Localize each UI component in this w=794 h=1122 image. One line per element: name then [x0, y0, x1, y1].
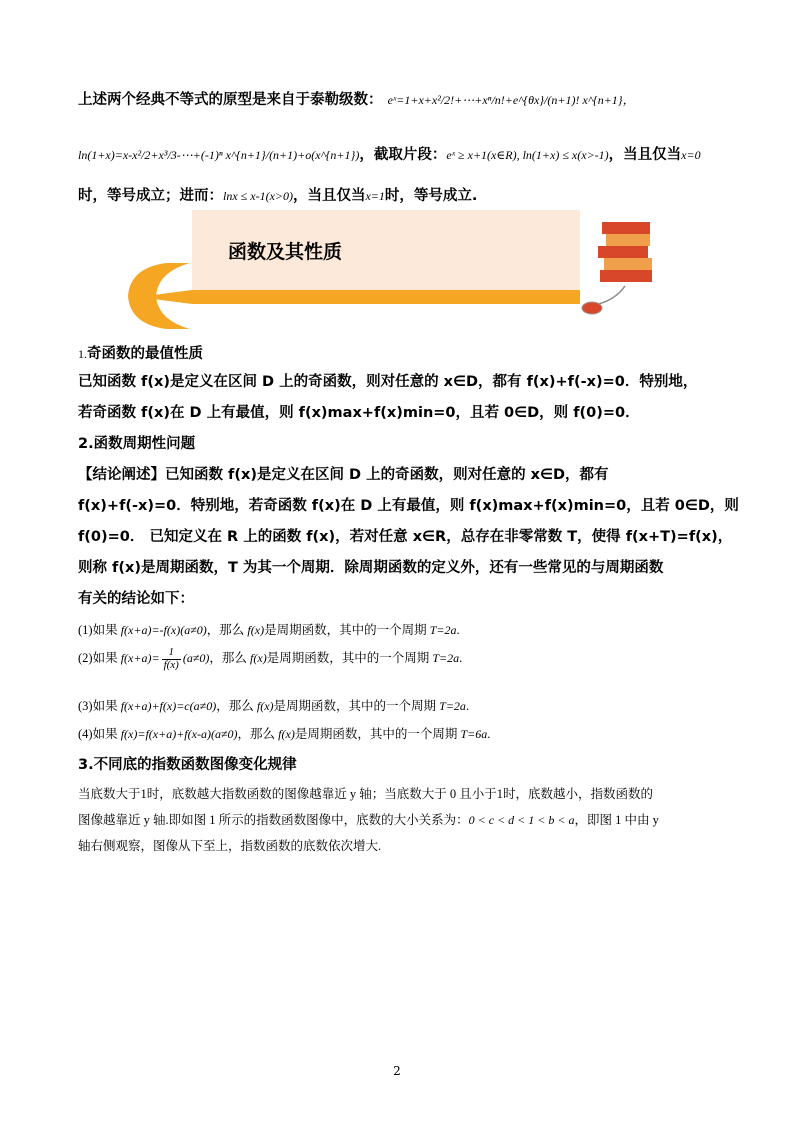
item-3-formula: f(x+a)+f(x)=c(a≠0) [120, 699, 217, 713]
intro-text-3c: 时，等号成立. [384, 188, 478, 204]
section-3-line-2a: 图像越靠近 y 轴.即如图 1 所示的指数函数图像中，底数的大小关系为： [78, 813, 469, 827]
item-3-fx: f(x) [256, 699, 274, 713]
period-item-1 [78, 620, 460, 638]
section-1-para-line-2: 若奇函数 f(x)在 D 上有最值，则 f(x)max+f(x)min=0，且若 0∈D，则 f(0)=0． [78, 405, 640, 421]
item-2-cond: (a≠0) [182, 650, 210, 665]
banner-title: 函数及其性质 [228, 241, 343, 263]
item-3-prefix: (3)如果 [78, 699, 121, 713]
item-2-suffix: 是周期函数，其中的一个周期 [266, 650, 433, 665]
intro-line-2 [78, 143, 701, 164]
item-4-suffix: 是周期函数，其中的一个周期 [294, 727, 461, 741]
page-number: 2 [393, 1064, 401, 1078]
item-2-numerator: 1 [162, 647, 181, 660]
section-1-number: 1. [78, 347, 87, 361]
section-3-line-3: 轴右侧观察，图像从下至上，指数函数的底数依次增大. [78, 839, 382, 853]
section-2-line-2: f(x)+f(-x)=0．特别地，若奇函数 f(x)在 D 上有最值，则 f(x)max+f(x)min=0，且若 0∈D，则 [78, 498, 739, 514]
period-item-4 [78, 724, 490, 742]
taylor-exp-formula: eˣ=1+x+x²/2!+⋯+xⁿ/n!+e^{θx}/(n+1)! x^{n+1}， [387, 93, 635, 107]
item-1-formula: f(x+a)=-f(x)(a≠0) [120, 623, 207, 637]
intro-line-1 [78, 88, 635, 109]
intro-text-3b: ，当且仅当 [292, 188, 366, 204]
inequality-fragment-formula: eˣ ≥ x+1(x∈R), ln(1+x) ≤ x(x>-1) [446, 148, 609, 162]
item-2-end: . [459, 650, 463, 665]
period-item-2 [78, 647, 462, 671]
item-1-end: . [456, 623, 460, 637]
section-2-line-3: f(0)=0． 已知定义在 R 上的函数 f(x)，若对任意 x∈R，总存在非零常数 T，使得 f(x+T)=f(x)， [78, 529, 733, 545]
taylor-ln-formula: ln(1+x)=x-x²/2+x³/3-⋯+(-1)ⁿ x^{n+1}/(n+1)+o(x^{n+1}) [78, 148, 360, 162]
base-order-formula: 0 < c < d < 1 < b < a [468, 813, 575, 827]
lnx-inequality-formula: lnx ≤ x-1(x>0) [223, 189, 293, 203]
item-2-denominator: f(x) [163, 658, 179, 671]
item-1-period: T=2a [429, 623, 457, 637]
section-2-line-5: 有关的结论如下： [78, 591, 194, 607]
section-2-line-4: 则称 f(x)是周期函数，T 为其一个周期．除周期函数的定义外，还有一些常见的与周期函数 [78, 560, 664, 576]
books-icon [598, 222, 654, 285]
section-1-title: 奇函数的最值性质 [87, 346, 203, 362]
intro-text-1: 上述两个经典不等式的原型是来自于泰勒级数： [78, 92, 383, 108]
item-4-period: T=6a [460, 727, 488, 741]
item-1-middle: ，那么 [206, 623, 248, 637]
section-3-line-2 [78, 810, 659, 828]
intro-text-2b: ，当且仅当 [608, 147, 682, 163]
section-2-line-1: 【结论阐述】已知函数 f(x)是定义在区间 D 上的奇函数，则对任意的 x∈D，都有 [78, 467, 609, 483]
section-2-title: 2.函数周期性问题 [78, 436, 196, 452]
item-2-middle: ，那么 [209, 650, 251, 665]
item-2-fraction [162, 647, 181, 671]
item-4-middle: ，那么 [237, 727, 279, 741]
intro-line-3 [78, 184, 477, 205]
item-3-suffix: 是周期函数，其中的一个周期 [273, 699, 440, 713]
item-4-fx: f(x) [278, 727, 295, 741]
item-2-prefix: (2)如果 [78, 650, 121, 665]
section-3-line-1: 当底数大于1时，底数越大指数函数的图像越靠近 y 轴；当底数大于 0 且小于1时，底数越小，指数函数的 [78, 787, 654, 801]
item-1-fx: f(x) [247, 623, 265, 637]
mouse-icon [582, 286, 625, 314]
intro-text-3a: 时，等号成立；进而： [78, 188, 223, 204]
section-3-line-2b: ，即图 1 中由 y [574, 813, 659, 827]
section-1-para-line-1: 已知函数 f(x)是定义在区间 D 上的奇函数，则对任意的 x∈D，都有 f(x)+f(-x)=0．特别地， [78, 374, 698, 390]
item-1-prefix: (1)如果 [78, 623, 121, 637]
banner-bar [192, 290, 580, 304]
section-1-heading [78, 342, 203, 363]
section-banner-graphic [120, 208, 660, 336]
item-3-end: . [465, 699, 470, 713]
item-2-fx: f(x) [250, 650, 267, 665]
item-4-end: . [487, 727, 491, 741]
item-2-lhs: f(x+a)= [120, 650, 160, 665]
intro-cond-x1: x=1 [365, 189, 385, 203]
intro-text-2a: ，截取片段： [359, 147, 447, 163]
item-4-formula: f(x)=f(x+a)+f(x-a)(a≠0) [120, 727, 238, 741]
item-3-period: T=2a [439, 699, 466, 713]
period-item-3 [78, 696, 469, 714]
item-1-suffix: 是周期函数，其中的一个周期 [264, 623, 430, 637]
item-4-prefix: (4)如果 [78, 727, 121, 741]
intro-cond-x0: x=0 [681, 148, 701, 162]
section-3-title: 3.不同底的指数函数图像变化规律 [78, 757, 297, 773]
item-3-middle: ，那么 [216, 699, 257, 713]
item-2-period: T=2a [432, 650, 460, 665]
